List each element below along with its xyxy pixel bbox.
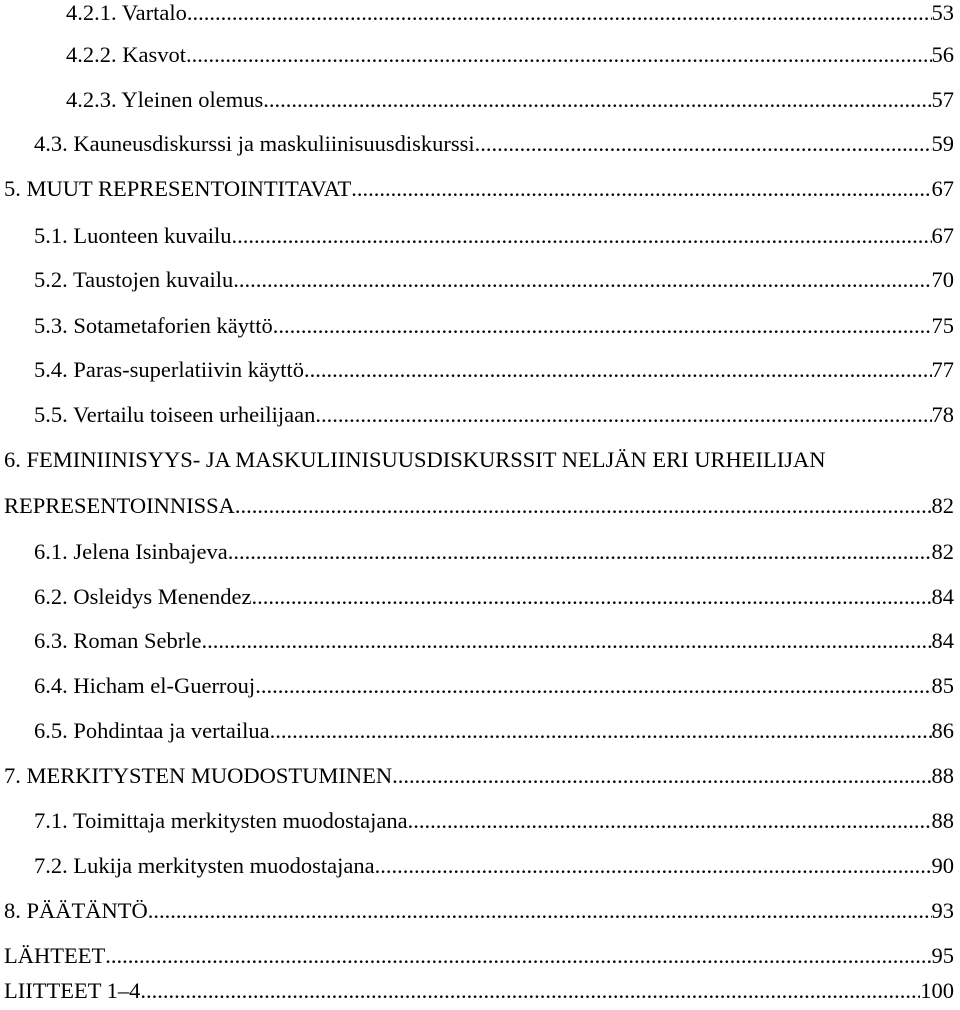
toc-leader-dots [140,976,920,1006]
toc-entry[interactable] [4,976,954,1006]
toc-entry-label: 5.2. Taustojen kuvailu [34,267,234,292]
toc-entry-page: 75 [931,313,954,338]
toc-entry-page: 86 [931,718,954,743]
toc-entry[interactable] [4,491,954,521]
toc-leader-dots [263,85,931,115]
toc-entry-page: 88 [931,763,954,788]
toc-entry[interactable] [34,626,954,656]
toc-entry-label: 7.1. Toimittaja merkitysten muodostajana [34,808,408,833]
toc-entry-label: LIITTEET 1–4 [4,978,141,1003]
toc-entry-page: 77 [931,357,954,382]
toc-entry[interactable] [4,761,954,791]
toc-entry-page: 84 [931,584,954,609]
toc-entry-label: 5.1. Luonteen kuvailu [34,223,232,248]
toc-entry-page: 90 [931,853,954,878]
toc-leader-dots [408,806,932,836]
toc-entry[interactable] [34,265,954,295]
toc-leader-dots [273,311,932,341]
toc-leader-dots [105,941,931,971]
toc-entry-label: 4.3. Kauneusdiskurssi ja maskuliinisuusdiskurssi [34,131,475,156]
toc-entry[interactable] [66,85,954,115]
toc-entry-page: 56 [931,42,954,67]
toc-leader-dots [392,761,931,791]
toc-entry-label: 6.5. Pohdintaa ja vertailua [34,718,270,743]
toc-entry-label: 4.2.1. Vartalo [66,0,187,25]
toc-entry[interactable] [4,174,954,204]
toc-entry-page: 53 [931,0,954,25]
toc-entry[interactable] [34,221,954,251]
toc-entry[interactable] [34,355,954,385]
toc-entry[interactable] [34,671,954,701]
toc-entry-label-first-line[interactable]: 6. FEMINIINISYYS- JA MASKULIINISUUSDISKURSSIT NELJÄN ERI URHEILIJAN [4,447,826,472]
toc-leader-dots [255,671,931,701]
toc-leader-dots [233,265,931,295]
toc-leader-dots [186,40,932,70]
toc-entry[interactable] [34,311,954,341]
toc-entry-label: 5.4. Paras-superlatiivin käyttö [34,357,304,382]
toc-entry-label: 6.1. Jelena Isinbajeva [34,539,228,564]
toc-entry-label: REPRESENTOINNISSA [4,493,235,518]
toc-entry-page: 82 [931,539,954,564]
toc-leader-dots [375,851,932,881]
toc-entry-label: 5.5. Vertailu toiseen urheilijaan [34,402,316,427]
toc-entry-label: 6.3. Roman Sebrle [34,628,202,653]
toc-leader-dots [187,0,932,28]
toc-entry-page: 93 [931,898,954,923]
toc-entry-label: 8. PÄÄTÄNTÖ [4,898,148,923]
toc-entry-label: 6.4. Hicham el-Guerrouj [34,673,256,698]
toc-leader-dots [251,582,931,612]
toc-leader-dots [475,129,932,159]
toc-entry-page: 67 [931,223,954,248]
toc-entry[interactable] [34,806,954,836]
toc-entry-page: 78 [931,402,954,427]
toc-leader-dots [270,716,932,746]
toc-entry[interactable] [34,129,954,159]
toc-entry-page: 82 [931,493,954,518]
toc-entry-label: 6.2. Osleidys Menendez [34,584,252,609]
toc-entry[interactable] [66,0,954,28]
toc-entry-label: 7. MERKITYSTEN MUODOSTUMINEN [4,763,393,788]
toc-entry-label: 4.2.3. Yleinen olemus [66,87,264,112]
toc-entry-page: 95 [931,943,954,968]
toc-leader-dots [228,537,932,567]
toc-entry-page: 57 [931,87,954,112]
toc-entry[interactable] [4,896,954,926]
toc-entry-page: 88 [931,808,954,833]
toc-entry-label: 4.2.2. Kasvot [66,42,186,67]
toc-entry[interactable] [4,941,954,971]
toc-entry[interactable] [34,582,954,612]
toc-entry[interactable] [34,400,954,430]
toc-entry[interactable] [34,537,954,567]
toc-entry-page: 100 [920,978,954,1003]
toc-leader-dots [304,355,932,385]
toc-entry[interactable] [34,716,954,746]
toc-entry-label: LÄHTEET [4,943,106,968]
toc-leader-dots [201,626,931,656]
toc-leader-dots [235,491,932,521]
toc-leader-dots [351,174,931,204]
toc-entry-page: 67 [931,176,954,201]
toc-entry[interactable] [34,851,954,881]
toc-entry-label: 5. MUUT REPRESENTOINTITAVAT [4,176,352,201]
toc-entry-page: 59 [931,131,954,156]
toc-entry-page: 85 [931,673,954,698]
toc-leader-dots [315,400,931,430]
toc-entry-page: 84 [931,628,954,653]
toc-entry-page: 70 [931,267,954,292]
toc-entry-label: 7.2. Lukija merkitysten muodostajana [34,853,375,878]
toc-leader-dots [148,896,932,926]
toc-entry-label: 5.3. Sotametaforien käyttö [34,313,273,338]
toc-entry[interactable] [66,40,954,70]
toc-leader-dots [231,221,931,251]
